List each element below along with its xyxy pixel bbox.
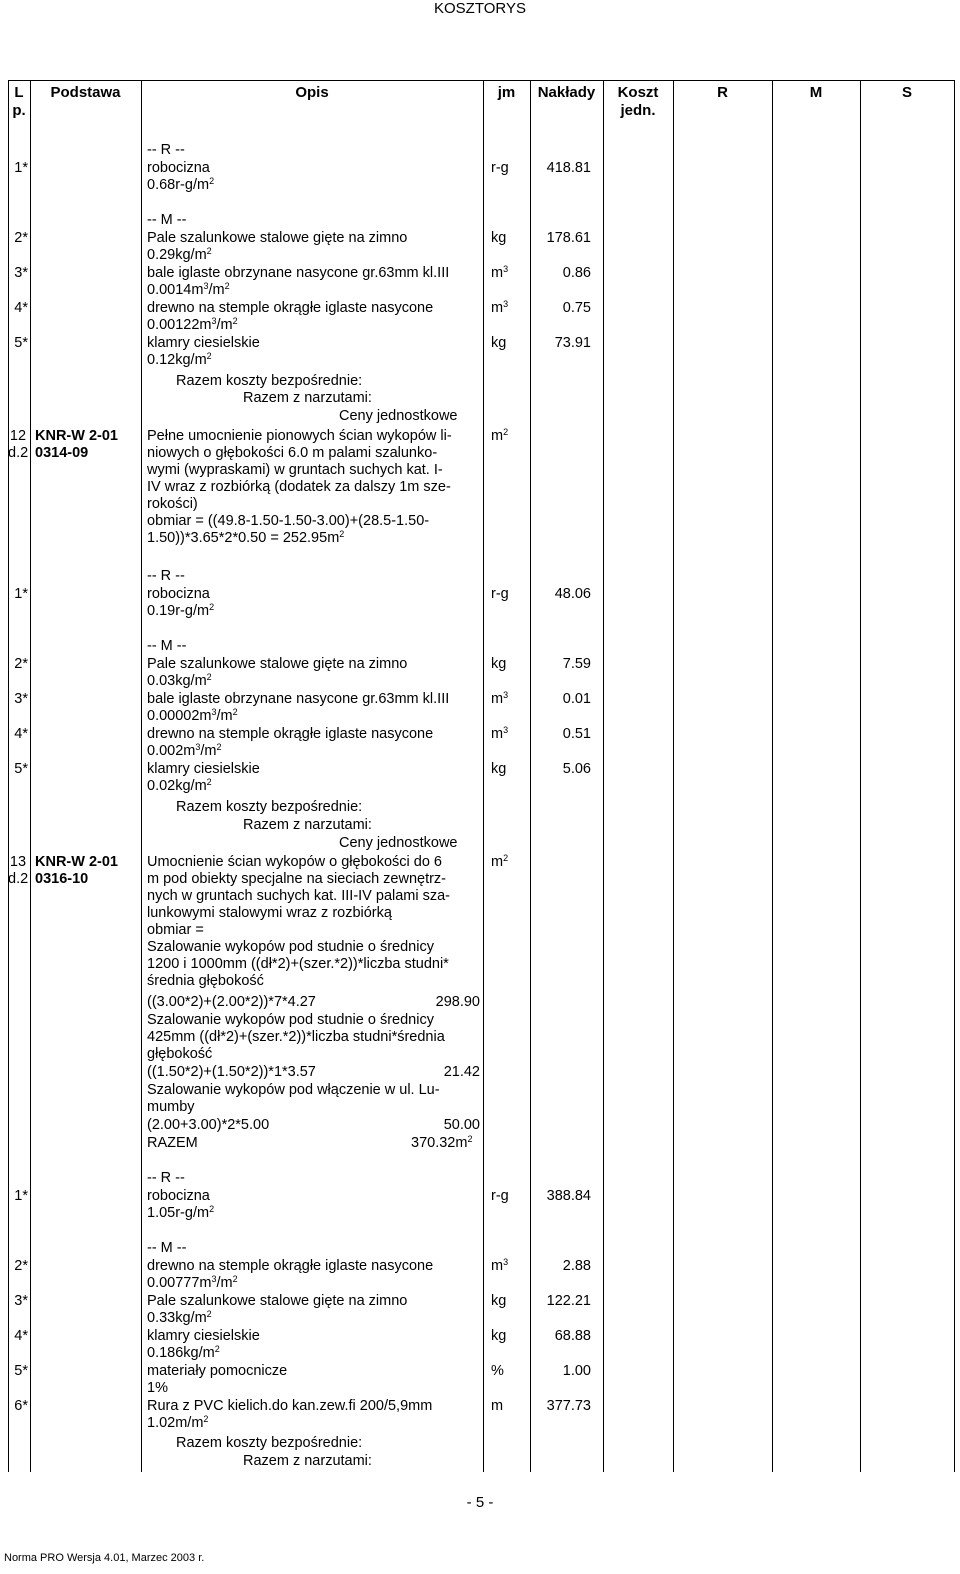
desc-line: wymi (wypraskami) w gruntach suchych kat. I- [147, 462, 443, 478]
header-s: S [901, 84, 912, 101]
row-norm: $0.68r-g/m^2$ [147, 176, 215, 193]
row-norm: $0.02kg/m^2$ [147, 777, 212, 794]
row-jm: kg [491, 1293, 507, 1309]
basis-code: 0314-09 [35, 445, 89, 461]
desc-line: $1.50))*3.65*2*0.50 = 252.95m^2$ [147, 529, 345, 546]
position-number [8, 854, 28, 888]
row-value: 5.06 [562, 761, 591, 777]
row-lp: 2* [14, 230, 28, 246]
row-jm: $m^3$ [491, 690, 509, 707]
header-lp-line2: p. [12, 102, 26, 119]
summary-direct-costs: Razem koszty bezpośrednie: [176, 1435, 363, 1451]
row-name: Rura z PVC kielich.do kan.zew.fi 200/5,9mm [147, 1398, 433, 1414]
desc-line: nych w gruntach suchych kat. III-IV palami sza- [147, 888, 451, 904]
row-jm: kg [491, 1328, 507, 1344]
position-basis [35, 428, 118, 462]
page-title: KOSZTORYS [434, 0, 526, 17]
row-value: 73.91 [554, 335, 591, 351]
row-lp: 4* [14, 1328, 28, 1344]
row-jm: r-g [491, 160, 509, 176]
group-label-r: -- R -- [147, 568, 185, 584]
row-name: bale iglaste obrzynane nasycone gr.63mm kl.III [147, 691, 450, 707]
page-number: - 5 - [466, 1494, 494, 1511]
row-jm: kg [491, 656, 507, 672]
row-value: 0.01 [562, 691, 591, 707]
column-line [603, 80, 604, 1472]
desc-line: lunkowymi stalowymi wraz z rozbiórką [147, 905, 392, 921]
header-lp [8, 84, 30, 120]
position-number [8, 428, 28, 462]
desc-line: średnia głębokość [147, 973, 264, 989]
row-value: 68.88 [554, 1328, 591, 1344]
row-name: klamry ciesielskie [147, 1328, 260, 1344]
position-description [147, 428, 452, 547]
row-value: 0.86 [562, 265, 591, 281]
row-value: 0.75 [562, 300, 591, 316]
row-norm: $0.19r-g/m^2$ [147, 602, 215, 619]
summary-with-overheads: Razem z narzutami: [243, 390, 372, 406]
column-line [772, 80, 773, 1472]
column-line [30, 80, 31, 1472]
summary-direct-costs: Razem koszty bezpośrednie: [176, 799, 363, 815]
row-value: 1.00 [562, 1363, 591, 1379]
position-lp-sub: d.2 [8, 871, 29, 887]
unit-prices-label: Ceny jednostkowe [339, 408, 458, 424]
header-koszt [603, 84, 673, 120]
row-lp: 4* [14, 300, 28, 316]
desc-line: obmiar = ((49.8-1.50-1.50-3.00)+(28.5-1.50- [147, 513, 430, 529]
row-value: 122.21 [546, 1293, 591, 1309]
header-r: R [717, 84, 728, 101]
desc-line: obmiar = [147, 922, 204, 938]
column-line [673, 80, 674, 1472]
calc-value: 298.90 [435, 994, 480, 1010]
row-norm: $0.00777m^3/m^2$ [147, 1274, 238, 1291]
row-norm: $0.29kg/m^2$ [147, 246, 212, 263]
row-jm: r-g [491, 1188, 509, 1204]
row-lp: 1* [14, 160, 28, 176]
row-lp: 5* [14, 761, 28, 777]
total-label: RAZEM [147, 1135, 198, 1151]
row-norm: $1.05r-g/m^2$ [147, 1204, 215, 1221]
desc-line: Szalowanie wykopów pod studnie o średnicy [147, 1012, 434, 1028]
position-lp: 12 [9, 428, 27, 444]
group-label-m: -- M -- [147, 212, 187, 228]
row-lp: 3* [14, 691, 28, 707]
row-jm: $m^3$ [491, 1257, 509, 1274]
row-name: klamry ciesielskie [147, 761, 260, 777]
desc-line: m pod obiekty specjalne na sieciach zewnętrz- [147, 871, 447, 887]
row-value: 0.51 [562, 726, 591, 742]
row-lp: 5* [14, 335, 28, 351]
desc-line: Umocnienie ścian wykopów o głębokości do 6 [147, 854, 442, 870]
row-lp: 6* [14, 1398, 28, 1414]
desc-line: IV wraz z rozbiórką (dodatek za dalszy 1m sze- [147, 479, 451, 495]
group-label-r: -- R -- [147, 1170, 185, 1186]
row-lp: 3* [14, 265, 28, 281]
desc-line: Pełne umocnienie pionowych ścian wykopów li- [147, 428, 452, 444]
row-norm: $0.0014m^3/m^2$ [147, 281, 230, 298]
row-jm: $m^3$ [491, 299, 509, 316]
row-value: 377.73 [546, 1398, 591, 1414]
row-name: drewno na stemple okrągłe iglaste nasycone [147, 726, 434, 742]
basis-code: 0316-10 [35, 871, 89, 887]
row-name: materiały pomocnicze [147, 1363, 288, 1379]
column-line [954, 80, 955, 1472]
row-norm: $0.186kg/m^2$ [147, 1344, 220, 1361]
row-value: 7.59 [562, 656, 591, 672]
calc-expression: ((1.50*2)+(1.50*2))*1*3.57 [147, 1064, 316, 1080]
header-koszt-line1: Koszt [617, 84, 659, 101]
row-value: 388.84 [546, 1188, 591, 1204]
row-jm: kg [491, 335, 507, 351]
position-description [147, 854, 450, 990]
row-norm: $0.00002m^3/m^2$ [147, 707, 238, 724]
row-name: Pale szalunkowe stalowe gięte na zimno [147, 656, 408, 672]
row-norm: $0.33kg/m^2$ [147, 1309, 212, 1326]
calc-value: 21.42 [443, 1064, 480, 1080]
row-lp: 4* [14, 726, 28, 742]
position-jm: $m^2$ [491, 427, 509, 444]
position-description-3 [147, 1082, 440, 1116]
row-lp: 5* [14, 1363, 28, 1379]
column-line [483, 80, 484, 1472]
software-note: Norma PRO Wersja 4.01, Marzec 2003 r. [4, 1552, 205, 1564]
header-m: M [809, 84, 823, 101]
row-norm: $0.00122m^3/m^2$ [147, 316, 238, 333]
row-lp: 2* [14, 1258, 28, 1274]
header-lp-line1: L [14, 84, 24, 101]
row-norm: $0.002m^3/m^2$ [147, 742, 222, 759]
basis-catalog: KNR-W 2-01 [35, 428, 118, 444]
row-norm: $0.12kg/m^2$ [147, 351, 212, 368]
row-value: 178.61 [546, 230, 591, 246]
row-jm: % [491, 1363, 504, 1379]
total-value: $370.32m^2$ [411, 1134, 473, 1151]
row-lp: 3* [14, 1293, 28, 1309]
row-norm: $1.02m/m^2$ [147, 1414, 209, 1431]
row-name: bale iglaste obrzynane nasycone gr.63mm kl.III [147, 265, 450, 281]
desc-line: 1200 i 1000mm ((dł*2)+(szer.*2))*liczba studni* [147, 956, 449, 972]
row-jm: $m^3$ [491, 264, 509, 281]
basis-catalog: KNR-W 2-01 [35, 854, 118, 870]
desc-line: rokości) [147, 496, 198, 512]
row-jm: kg [491, 230, 507, 246]
table-top-line [8, 80, 954, 81]
row-lp: 2* [14, 656, 28, 672]
header-koszt-line2: jedn. [620, 102, 656, 119]
desc-line: Szalowanie wykopów pod włączenie w ul. Lu- [147, 1082, 440, 1098]
row-name: robocizna [147, 160, 210, 176]
row-name: Pale szalunkowe stalowe gięte na zimno [147, 230, 408, 246]
row-value: 2.88 [562, 1258, 591, 1274]
group-label-r: -- R -- [147, 142, 185, 158]
group-label-m: -- M -- [147, 638, 187, 654]
row-lp: 1* [14, 1188, 28, 1204]
row-name: robocizna [147, 586, 210, 602]
row-norm: $0.03kg/m^2$ [147, 672, 212, 689]
desc-line: mumby [147, 1099, 195, 1115]
row-jm: $m^3$ [491, 725, 509, 742]
row-norm: 1% [147, 1380, 168, 1396]
header-naklady: Nakłady [537, 84, 596, 101]
row-value: 48.06 [554, 586, 591, 602]
position-jm: $m^2$ [491, 853, 509, 870]
row-jm: m [491, 1398, 504, 1414]
summary-direct-costs: Razem koszty bezpośrednie: [176, 373, 363, 389]
row-name: robocizna [147, 1188, 210, 1204]
group-label-m: -- M -- [147, 1240, 187, 1256]
row-name: drewno na stemple okrągłe iglaste nasycone [147, 300, 434, 316]
desc-line: Szalowanie wykopów pod studnie o średnicy [147, 939, 434, 955]
header-opis: Opis [295, 84, 329, 101]
row-name: Pale szalunkowe stalowe gięte na zimno [147, 1293, 408, 1309]
desc-line: niowych o głębokości 6.0 m palami szalunko- [147, 445, 438, 461]
row-jm: kg [491, 761, 507, 777]
column-line [141, 80, 142, 1472]
column-line [860, 80, 861, 1472]
row-value: 418.81 [546, 160, 591, 176]
position-lp-sub: d.2 [8, 445, 29, 461]
calc-expression: ((3.00*2)+(2.00*2))*7*4.27 [147, 994, 316, 1010]
row-jm: r-g [491, 586, 509, 602]
calc-value: 50.00 [443, 1117, 480, 1133]
row-lp: 1* [14, 586, 28, 602]
position-basis [35, 854, 118, 888]
position-lp: 13 [9, 854, 27, 870]
desc-line: 425mm ((dł*2)+(szer.*2))*liczba studni*średnia [147, 1029, 445, 1045]
header-podstawa: Podstawa [50, 84, 121, 101]
position-description-2 [147, 1012, 445, 1063]
row-name: klamry ciesielskie [147, 335, 260, 351]
summary-with-overheads: Razem z narzutami: [243, 1453, 372, 1469]
summary-with-overheads: Razem z narzutami: [243, 817, 372, 833]
desc-line: głębokość [147, 1046, 213, 1062]
header-jm: jm [497, 84, 516, 101]
row-name: drewno na stemple okrągłe iglaste nasycone [147, 1258, 434, 1274]
calc-expression: (2.00+3.00)*2*5.00 [147, 1117, 270, 1133]
unit-prices-label: Ceny jednostkowe [339, 835, 458, 851]
